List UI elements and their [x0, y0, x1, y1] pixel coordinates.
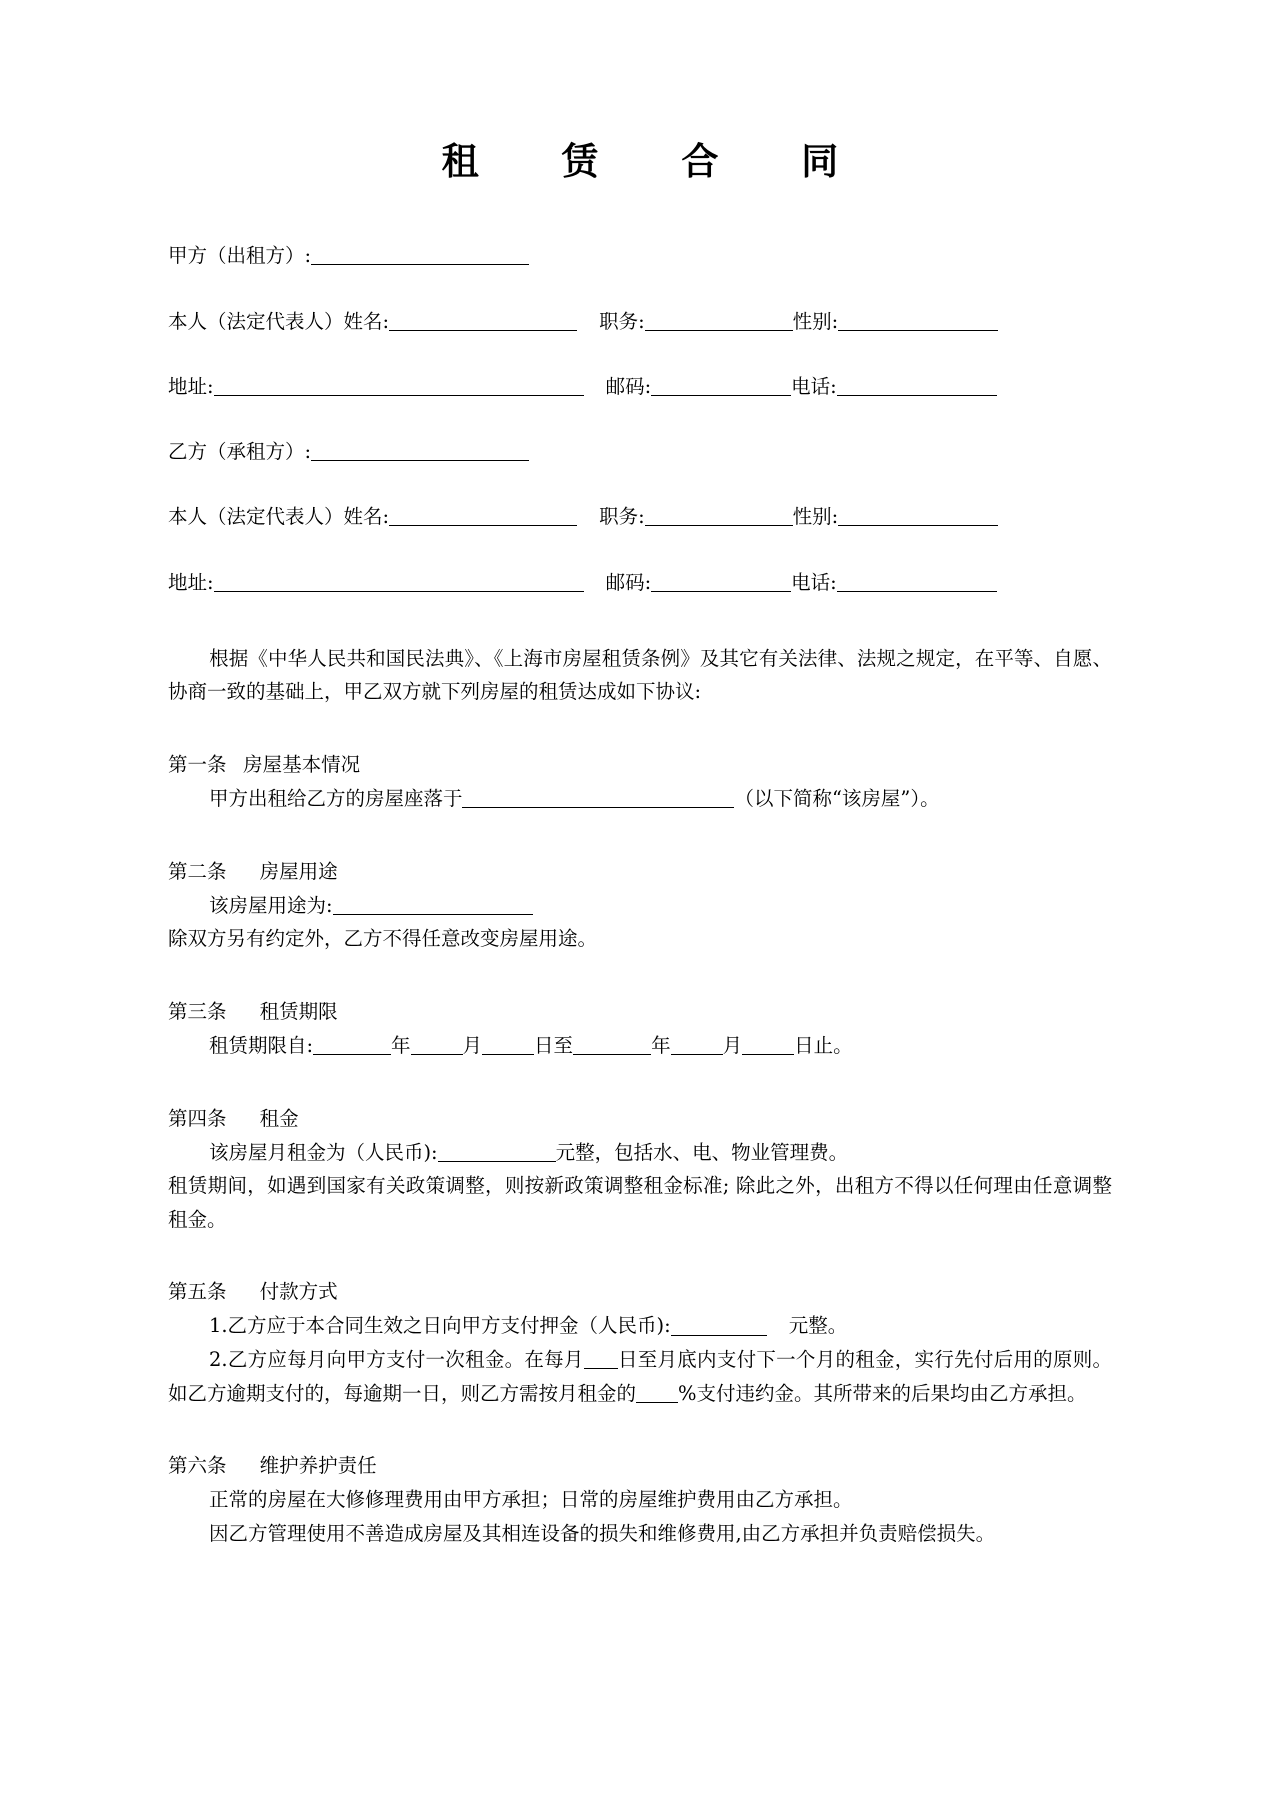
monthly-rent-input[interactable] — [438, 1141, 556, 1162]
start-year-input[interactable] — [313, 1035, 391, 1056]
deposit-suffix: 元整。 — [788, 1314, 848, 1338]
article-2-extra: 除双方另有约定外，乙方不得任意改变房屋用途。 — [168, 927, 598, 951]
article-6-text-2: 因乙方管理使用不善造成房屋及其相连设备的损失和维修费用,由乙方承担并负责赔偿损失。 — [208, 1521, 996, 1545]
article-5 — [168, 1276, 1112, 1410]
lessor-input[interactable] — [311, 245, 529, 266]
lessee-job-input[interactable] — [645, 506, 793, 527]
deposit-label: 1.乙方应于本合同生效之日向甲方支付押金（人民币): — [208, 1314, 671, 1338]
lessee-zip-label: 邮码: — [605, 570, 652, 594]
lease-term-prefix: 租赁期限自: — [208, 1033, 314, 1057]
article-4-title: 租金 — [259, 1106, 299, 1130]
lessee-address-input[interactable] — [214, 571, 584, 592]
article-5-heading — [168, 1276, 1112, 1307]
article-4-rent-line — [168, 1136, 1112, 1170]
lessor-gender-label: 性别: — [792, 309, 839, 333]
article-6 — [168, 1450, 1112, 1550]
article-1-title: 房屋基本情况 — [243, 752, 361, 776]
article-6-heading — [168, 1450, 1112, 1481]
monthly-rent-suffix: 元整，包括水、电、物业管理费。 — [555, 1140, 849, 1164]
intro-line-1: 根据《中华人民共和国民法典》、《上海市房屋租赁条例》及其它有关法律、法规之规定， — [208, 646, 975, 670]
lessee-label: 乙方（承租方）: — [168, 440, 312, 463]
start-year-unit: 年 — [391, 1033, 411, 1057]
article-6-title: 维护养护责任 — [259, 1454, 377, 1478]
start-day-unit: 日至 — [534, 1033, 574, 1057]
intro-line-2: 在平等、自愿、协商一致的基础上，甲乙双方就下列房屋的租赁达成如下协议: — [168, 646, 1112, 704]
article-4 — [168, 1103, 1112, 1237]
article-1 — [168, 749, 1112, 816]
article-1-text-before: 甲方出租给乙方的房屋座落于 — [208, 787, 463, 810]
lessee-person-label: 本人（法定代表人）姓名: — [168, 505, 390, 529]
contract-content — [168, 0, 1112, 1550]
article-6-number: 第六条 — [168, 1454, 227, 1478]
lessor-label: 甲方（出租方）: — [168, 244, 312, 268]
end-month-input[interactable] — [671, 1035, 723, 1056]
article-5-item-1 — [168, 1309, 1112, 1343]
start-month-input[interactable] — [411, 1035, 463, 1056]
lessee-name-input[interactable] — [389, 506, 577, 527]
lessee-phone-label: 电话: — [791, 570, 837, 594]
end-day-unit: 日止。 — [794, 1033, 853, 1057]
article-6-text-1: 正常的房屋在大修修理费用由甲方承担；日常的房屋维护费用由乙方承担。 — [208, 1488, 853, 1512]
article-5-number: 第五条 — [168, 1280, 227, 1304]
article-2-heading — [168, 856, 1112, 887]
lessor-phone-label: 电话: — [791, 374, 837, 398]
party-information-block — [168, 241, 1112, 597]
article-2-text-before: 该房屋用途为: — [208, 893, 333, 917]
property-usage-input[interactable] — [333, 894, 533, 915]
end-year-unit: 年 — [651, 1033, 671, 1057]
article-1-text-after: （以下简称“该房屋”）。 — [734, 787, 940, 810]
lessor-gender-input[interactable] — [838, 310, 998, 331]
deposit-amount-input[interactable] — [671, 1315, 767, 1336]
lessee-phone-input[interactable] — [837, 571, 997, 592]
lessor-phone-input[interactable] — [837, 375, 997, 396]
lessee-row — [168, 437, 1112, 466]
lessee-gender-label: 性别: — [792, 505, 839, 529]
end-year-input[interactable] — [573, 1035, 651, 1056]
end-month-unit: 月 — [722, 1033, 743, 1057]
lessor-address-label: 地址: — [168, 374, 214, 398]
article-6-para-1 — [168, 1483, 1112, 1517]
intro-paragraph — [168, 642, 1112, 709]
lessee-person-row — [168, 502, 1112, 531]
monthly-rent-label: 该房屋月租金为（人民币): — [208, 1140, 438, 1164]
lessor-address-row — [168, 372, 1112, 401]
article-5-title: 付款方式 — [259, 1280, 338, 1304]
lessor-row — [168, 241, 1112, 270]
article-1-heading — [168, 749, 1112, 780]
article-3 — [168, 996, 1112, 1063]
article-1-body — [168, 782, 1112, 816]
article-4-number: 第四条 — [168, 1106, 227, 1130]
article-3-body — [168, 1029, 1112, 1063]
penalty-percent-input[interactable] — [636, 1382, 678, 1403]
lessor-name-input[interactable] — [389, 310, 577, 331]
lessee-address-row — [168, 568, 1112, 597]
article-4-adjust-line: 租赁期间，如遇到国家有关政策调整，则按新政策调整租金标准; 除此之外，出租方不得以任何理由任意调整租金。 — [168, 1174, 1112, 1231]
article-2 — [168, 856, 1112, 956]
end-day-input[interactable] — [742, 1035, 794, 1056]
start-month-unit: 月 — [462, 1033, 483, 1057]
article-6-para-2 — [168, 1517, 1112, 1551]
lessor-person-label: 本人（法定代表人）姓名: — [168, 309, 390, 333]
payment-schedule-before: 2.乙方应每月向甲方支付一次租金。在每月 — [208, 1348, 584, 1371]
page-title: 租 赁 合 同 — [441, 139, 862, 183]
payment-schedule-mid: 日至月底内支付下一个月的租金，实行先付后用的原则。如乙方逾期支付的，每逾期一日，则乙方需按月租金的 — [168, 1348, 1112, 1405]
lessee-input[interactable] — [311, 441, 529, 462]
article-2-body — [168, 889, 1112, 923]
lessee-job-label: 职务: — [599, 505, 645, 529]
article-4-heading — [168, 1103, 1112, 1134]
payment-schedule-after: %支付违约金。其所带来的后果均由乙方承担。 — [678, 1381, 1087, 1405]
start-day-input[interactable] — [482, 1035, 534, 1056]
article-3-heading — [168, 996, 1112, 1027]
lessor-zip-label: 邮码: — [605, 374, 652, 398]
lessor-zip-input[interactable] — [651, 375, 791, 396]
lessor-job-label: 职务: — [599, 309, 645, 333]
lessor-address-input[interactable] — [214, 375, 584, 396]
lessee-gender-input[interactable] — [838, 506, 998, 527]
lessee-address-label: 地址: — [168, 570, 214, 594]
lessor-job-input[interactable] — [645, 310, 793, 331]
article-2-number: 第二条 — [168, 859, 227, 883]
property-location-input[interactable] — [462, 788, 734, 809]
article-3-number: 第三条 — [168, 999, 227, 1023]
article-5-item-2 — [168, 1343, 1112, 1410]
lessor-person-row — [168, 307, 1112, 336]
article-3-title: 租赁期限 — [259, 999, 338, 1023]
article-1-number: 第一条 — [168, 752, 227, 776]
article-2-title: 房屋用途 — [259, 859, 338, 883]
payment-day-input[interactable] — [584, 1349, 618, 1370]
lessee-zip-input[interactable] — [651, 571, 791, 592]
